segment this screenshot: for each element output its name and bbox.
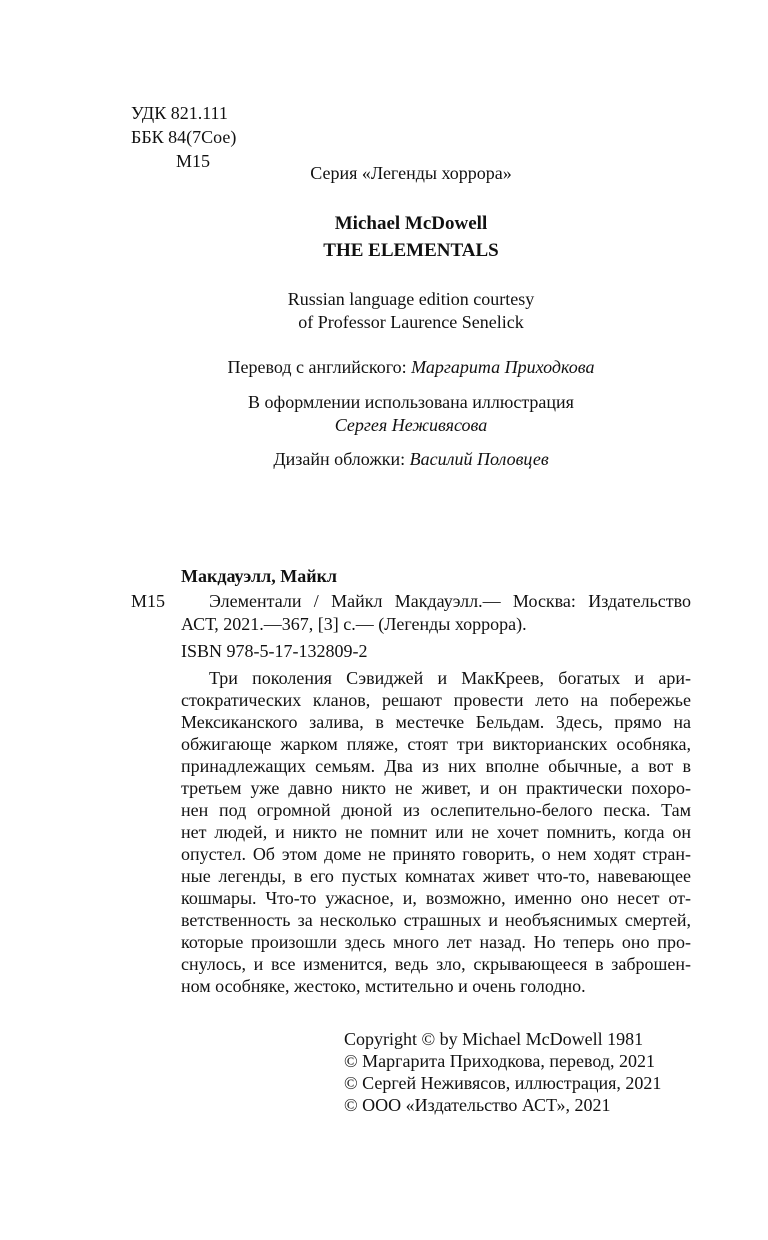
translation-credit	[0, 356, 768, 378]
original-title: THE ELEMENTALS	[323, 240, 499, 261]
annotation-line: ном особняке, жестоко, мстительно и очень голодно.	[181, 976, 586, 996]
copyright-line: © Маргарита Приходкова, перевод, 2021	[344, 1051, 656, 1071]
annotation-line: стократических кланов, решают провести лето на побережье	[181, 690, 691, 710]
cover-design-label: Дизайн обложки:	[273, 449, 406, 469]
annotation-line: которые произошли здесь много лет назад. Но теперь оно про-	[181, 932, 691, 952]
annotation-line: кошмары. Что-то ужасное, и, возможно, именно оно несет от-	[181, 888, 691, 908]
catalog-description-line-1: Элементали / Майкл Макдауэлл.— Москва: Издательство	[209, 591, 691, 611]
annotation-line: снулось, и все изменится, ведь зло, скрывающееся в заброшен-	[181, 954, 691, 974]
isbn: ISBN 978-5-17-132809-2	[181, 641, 368, 661]
translation-label: Перевод с английского:	[227, 357, 407, 377]
copyright-line: © Сергей Неживясов, иллюстрация, 2021	[344, 1073, 662, 1093]
annotation-line: ветственность за несколько страшных и необъяснимых смертей,	[181, 910, 691, 930]
annotation-line: опустел. Об этом доме не принято говорить, о нем ходят стран-	[181, 844, 691, 864]
annotation-line: ные легенды, в его пустых комнатах живет что-то, навевающее	[181, 866, 691, 886]
annotation-line: Мексиканского залива, в местечке Бельдам. Здесь, прямо на	[181, 712, 691, 732]
illustration-credit-label: В оформлении использована иллюстрация	[248, 392, 574, 412]
annotation-line: обжигающе жарком пляже, стоят три викторианских особняка,	[181, 734, 691, 754]
translator-name: Маргарита Приходкова	[411, 357, 595, 377]
catalog-description-line-2: АСТ, 2021.—367, [3] с.— (Легенды хоррора).	[181, 614, 527, 634]
annotation-line: нет людей, и никто не помнит или не хочет помнить, когда он	[181, 822, 691, 842]
annotation-line: принадлежащих семьям. Два из них вполне обычные, а вот в	[181, 756, 691, 776]
catalog-heading: Макдауэлл, Майкл	[181, 566, 338, 586]
annotation-paragraph	[181, 667, 691, 997]
courtesy-line-1: Russian language edition courtesy	[287, 289, 535, 309]
annotation-line: нен под огромной дюной из ослепительно-белого песка. Там	[181, 800, 691, 820]
annotation-line: третьем уже давно никто не живет, и он практически похоро-	[181, 778, 691, 798]
author-mark: М15	[176, 151, 211, 171]
illustrator-name: Сергея Неживясова	[334, 415, 488, 435]
copyright-block	[344, 1028, 661, 1116]
catalog-mark: М15	[131, 591, 166, 611]
cover-design-credit	[0, 448, 768, 470]
copyright-line: Copyright © by Michael McDowell 1981	[344, 1029, 644, 1049]
cover-designer-name: Василий Половцев	[409, 449, 549, 469]
annotation-line: Три поколения Сэвиджей и МакКреев, богатых и ари-	[209, 668, 691, 688]
original-author: Michael McDowell	[334, 213, 488, 234]
courtesy-line-2: of Professor Laurence Senelick	[298, 312, 524, 332]
udk-code: УДК 821.111	[131, 103, 228, 123]
series-line: Серия «Легенды хоррора»	[310, 163, 512, 183]
copyright-line: © ООО «Издательство АСТ», 2021	[344, 1095, 611, 1115]
bbk-code: ББК 84(7Сое)	[131, 127, 237, 147]
